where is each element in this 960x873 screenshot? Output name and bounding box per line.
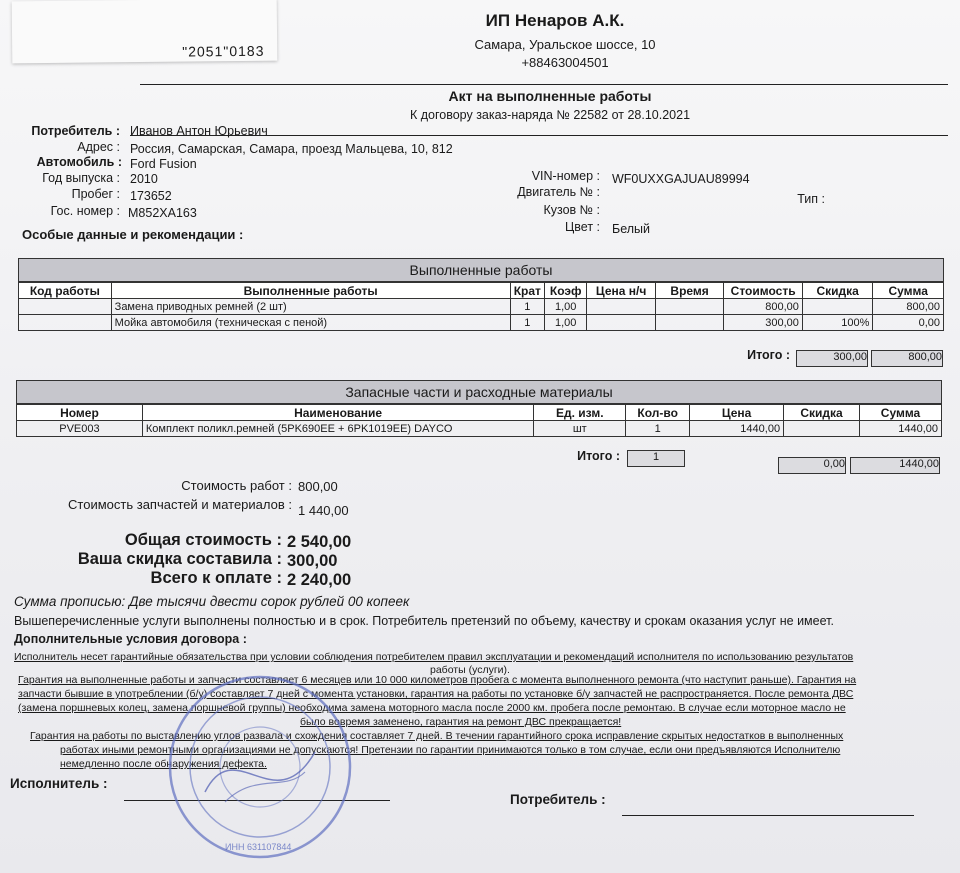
- type-label: Тип :: [797, 192, 825, 206]
- works-col-price: Цена н/ч: [587, 283, 656, 299]
- part-sum: 1440,00: [860, 421, 942, 437]
- stamp-inn: ИНН 631107844: [225, 842, 292, 852]
- works-col-sum: Сумма: [873, 283, 944, 299]
- header-divider: [140, 84, 948, 85]
- part-unit: шт: [534, 421, 626, 437]
- work-coef: 1,00: [545, 299, 587, 315]
- consumer-name: Иванов Антон Юрьевич: [130, 124, 268, 138]
- to-pay-value: 2 240,00: [287, 571, 352, 589]
- terms-line: Исполнитель несет гарантийные обязательства при условии соблюдения потребителем правил эксплуатации и рекомендаций исполнителя по использованию результатов: [14, 651, 854, 663]
- works-col-cost: Стоимость: [724, 283, 803, 299]
- plate-label: Гос. номер :: [50, 204, 120, 218]
- barcode-sticker: [12, 0, 278, 63]
- works-col-coef: Коэф: [545, 283, 587, 299]
- parts-cost-label: Стоимость запчастей и материалов :: [68, 497, 292, 512]
- color-label: Цвет :: [565, 220, 600, 234]
- mileage-label: Пробег :: [71, 187, 120, 201]
- works-title: Выполненные работы: [18, 258, 944, 282]
- work-krat: 1: [510, 315, 544, 331]
- parts-total-discount: 0,00: [778, 457, 846, 474]
- work-name: Мойка автомобиля (техническая с пеной): [111, 315, 510, 331]
- total-cost-label: Общая стоимость :: [124, 531, 282, 549]
- doc-subtitle: К договору заказ-наряда № 22582 от 28.10.2021: [409, 108, 691, 122]
- company-address: Самара, Уральское шоссе, 10: [474, 37, 656, 52]
- terms-line: было вовремя заменено, гарантия на ремонт ДВС прекращается!: [300, 716, 622, 728]
- parts-title: Запасные части и расходные материалы: [16, 380, 942, 404]
- company-name: ИП Ненаров А.К.: [485, 11, 625, 30]
- doc-title: Акт на выполненные работы: [448, 88, 652, 104]
- terms-line: (замена поршневых колец, замена поршневой группы) необходима замена моторного масла после 2000 км. пробега после ремонтаю. В случае если моторное масло не: [18, 702, 846, 714]
- works-table: [18, 282, 944, 331]
- terms-line: Гарантия на выполненные работы и запчасти составляет 6 месяцев или 10 000 километров пробега с момента выполненного ремонта (что наступит раньше). Гарантия на: [18, 674, 857, 686]
- work-krat: 1: [510, 299, 544, 315]
- works-col-code: Код работы: [19, 283, 112, 299]
- parts-total-label: Итого :: [577, 449, 620, 463]
- work-code: [19, 299, 112, 315]
- consumer-label: Потребитель :: [31, 124, 120, 138]
- part-number: PVE003: [17, 421, 143, 437]
- parts-col-sum: Сумма: [860, 405, 942, 421]
- parts-col-unit: Ед. изм.: [534, 405, 626, 421]
- car-plate: М852ХА163: [128, 206, 197, 220]
- terms-line: Гарантия на работы по выставлению углов развала и схождения составляет 7 дней. В течении гарантийного срока исправление скрытых недостатков в выполненных: [30, 730, 844, 742]
- works-col-krat: Крат: [510, 283, 544, 299]
- part-discount: [784, 421, 860, 437]
- car-mileage: 173652: [130, 189, 172, 203]
- consumer-sign-label: Потребитель :: [510, 792, 606, 807]
- color-value: Белый: [612, 222, 651, 236]
- table-row: [17, 421, 942, 437]
- work-sum: 0,00: [873, 315, 944, 331]
- works-col-discount: Скидка: [802, 283, 873, 299]
- part-price: 1440,00: [690, 421, 784, 437]
- part-name: Комплект поликл.ремней (5PK690EE + 6PK1019EE) DAYCO: [142, 421, 533, 437]
- car-label: Автомобиль :: [36, 155, 122, 169]
- works-col-name: Выполненные работы: [111, 283, 510, 299]
- parts-col-discount: Скидка: [784, 405, 860, 421]
- works-cost-label: Стоимость работ :: [181, 478, 292, 493]
- work-cost: 800,00: [724, 299, 803, 315]
- discount-value: 300,00: [287, 552, 338, 570]
- work-sum: 800,00: [873, 299, 944, 315]
- company-phone: +88463004501: [521, 55, 609, 70]
- parts-total-qty: 1: [627, 450, 685, 467]
- parts-col-number: Номер: [17, 405, 143, 421]
- vin-value: WF0UXXGAJUAU89994: [612, 172, 750, 186]
- car-year: 2010: [130, 172, 158, 186]
- year-label: Год выпуска :: [42, 171, 120, 185]
- work-time: [655, 299, 724, 315]
- parts-col-name: Наименование: [142, 405, 533, 421]
- executor-label: Исполнитель :: [10, 776, 108, 791]
- work-time: [655, 315, 724, 331]
- special-label: Особые данные и рекомендации :: [22, 227, 244, 242]
- company-stamp: [165, 672, 355, 862]
- vin-label: VIN-номер :: [531, 169, 600, 183]
- completion-statement: Вышеперечисленные услуги выполнены полностью и в срок. Потребитель претензий по объему, качеству и срокам оказания услуг не имеет.: [14, 614, 834, 628]
- sticker-code: "2051"0183: [182, 42, 265, 60]
- customer-address: Россия, Самарская, Самара, проезд Мальцева, 10, 812: [130, 142, 453, 156]
- terms-line: работы (услуги).: [430, 664, 510, 676]
- parts-cost-value: 1 440,00: [298, 503, 349, 518]
- body-label: Кузов № :: [543, 203, 600, 217]
- works-total-discount: 300,00: [796, 350, 868, 367]
- terms-line: работах иными ремонтными организациями не допускаются! Претензии по гарантии принимаются только в том случае, если они предъявляются Исполнителю: [60, 744, 841, 756]
- work-code: [19, 315, 112, 331]
- works-col-time: Время: [655, 283, 724, 299]
- work-discount: [802, 299, 873, 315]
- work-price: [587, 299, 656, 315]
- consumer-signature-line: [622, 815, 914, 816]
- work-price: [587, 315, 656, 331]
- car-model: Ford Fusion: [130, 157, 197, 171]
- works-header-row: [19, 283, 944, 299]
- work-name: Замена приводных ремней (2 шт): [111, 299, 510, 315]
- engine-label: Двигатель № :: [517, 185, 600, 199]
- amount-in-words: Сумма прописью: Две тысячи двести сорок рублей 00 копеек: [14, 594, 410, 609]
- part-qty: 1: [626, 421, 690, 437]
- discount-label: Ваша скидка составила :: [77, 550, 282, 568]
- parts-table: [16, 404, 942, 437]
- address-label: Адрес :: [77, 140, 120, 154]
- work-discount: 100%: [802, 315, 873, 331]
- terms-title: Дополнительные условия договора :: [14, 632, 247, 646]
- table-row: [19, 315, 944, 331]
- parts-total-sum: 1440,00: [850, 457, 940, 474]
- works-cost-value: 800,00: [298, 479, 338, 494]
- work-cost: 300,00: [724, 315, 803, 331]
- parts-col-qty: Кол-во: [626, 405, 690, 421]
- parts-header-row: [17, 405, 942, 421]
- table-row: [19, 299, 944, 315]
- terms-line: немедленно после обнаружения дефекта.: [60, 758, 267, 770]
- work-coef: 1,00: [545, 315, 587, 331]
- terms-line: запчасти бывшие в употреблении (б/у) составляет 7 дней с момента установки, гарантия на работы по установке б/у запчастей не распространяется. После ремонта ДВС: [18, 688, 854, 700]
- parts-col-price: Цена: [690, 405, 784, 421]
- works-total-sum: 800,00: [871, 350, 943, 367]
- to-pay-label: Всего к оплате :: [150, 569, 282, 587]
- works-total-label: Итого :: [747, 348, 790, 362]
- total-cost-value: 2 540,00: [287, 533, 352, 551]
